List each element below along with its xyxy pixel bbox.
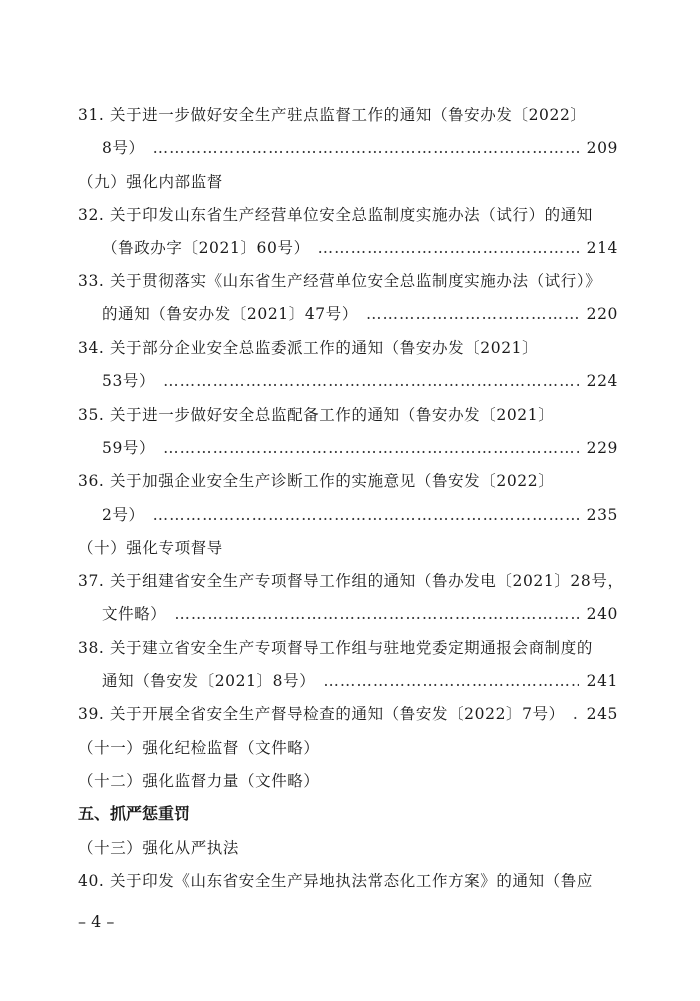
heading-13: （十三）强化从严执法 [78, 839, 240, 857]
toc-entry-33-title: 33. 关于贯彻落实《山东省生产经营单位安全总监制度实施办法（试行）》 [78, 272, 602, 290]
toc-entry-32-title: 32. 关于印发山东省生产经营单位安全总监制度实施办法（试行）的通知 [78, 206, 593, 224]
toc-entry-34-continuation [102, 366, 618, 396]
toc-entry-text: 8号） [102, 139, 145, 157]
toc-entry-text: （鲁政办字〔2021〕60号） [102, 239, 310, 257]
toc-page-number: 245 [586, 705, 618, 723]
toc-entry-38-title: 38. 关于建立省安全生产专项督导工作组与驻地党委定期通报会商制度的 [78, 639, 593, 657]
toc-entry-37-continuation [102, 599, 618, 629]
toc-entry-text: 59号） [102, 439, 156, 457]
toc-page-number: 220 [586, 305, 618, 323]
toc-entry-33-continuation [102, 299, 618, 329]
toc-entry-31-continuation [102, 133, 618, 163]
toc-entry-text: 文件略） [102, 605, 167, 623]
dot-leader [174, 599, 578, 629]
heading-12: （十二）强化监督力量（文件略） [78, 772, 320, 790]
toc-entry-text: 53号） [102, 372, 156, 390]
toc-entry-38-continuation [102, 666, 618, 696]
toc-entry-text: 39. 关于开展全省安全生产督导检查的通知（鲁安发〔2022〕7号） [78, 705, 565, 723]
heading-9: （九）强化内部监督 [78, 173, 223, 191]
toc-entry-text: 2号） [102, 506, 145, 524]
toc-page-number: 214 [586, 239, 618, 257]
toc-entry-34-title: 34. 关于部分企业安全总监委派工作的通知（鲁安办发〔2021〕 [78, 339, 539, 357]
dot-leader [163, 366, 578, 396]
heading-10: （十）强化专项督导 [78, 539, 223, 557]
dot-leader [323, 666, 578, 696]
section-5-title: 五、抓严惩重罚 [78, 804, 191, 823]
toc-entry-36-title: 36. 关于加强企业安全生产诊断工作的实施意见（鲁安发〔2022〕 [78, 472, 555, 490]
toc-page-number: 229 [586, 439, 618, 457]
toc-entry-35-title: 35. 关于进一步做好安全总监配备工作的通知（鲁安办发〔2021〕 [78, 406, 555, 424]
toc-entry-37-title: 37. 关于组建省安全生产专项督导工作组的通知（鲁办发电〔2021〕28号， [78, 572, 624, 590]
toc-entry-32-continuation [102, 233, 618, 263]
toc-page-number: 241 [586, 672, 618, 690]
toc-entry-35-continuation [102, 433, 618, 463]
dot-leader [153, 500, 579, 530]
toc-entry-text: 的通知（鲁安办发〔2021〕47号） [102, 305, 358, 323]
toc-entry-36-continuation [102, 500, 618, 530]
page-number: – 4 – [78, 912, 115, 931]
toc-page-number: 209 [586, 139, 618, 157]
toc-entry-40-title: 40. 关于印发《山东省安全生产异地执法常态化工作方案》的通知（鲁应 [78, 872, 593, 890]
dot-leader [366, 299, 579, 329]
toc-page-number: 224 [586, 372, 618, 390]
dot-leader [318, 233, 579, 263]
dot-leader [153, 133, 579, 163]
dot-leader [163, 433, 578, 463]
toc-entry-39 [78, 699, 618, 729]
toc-page-number: 240 [586, 605, 618, 623]
toc-entry-31-title: 31. 关于进一步做好安全生产驻点监督工作的通知（鲁安办发〔2022〕 [78, 106, 587, 124]
toc-page-number: 235 [586, 506, 618, 524]
toc-entry-text: 通知（鲁安发〔2021〕8号） [102, 672, 316, 690]
heading-11: （十一）强化纪检监督（文件略） [78, 739, 320, 757]
